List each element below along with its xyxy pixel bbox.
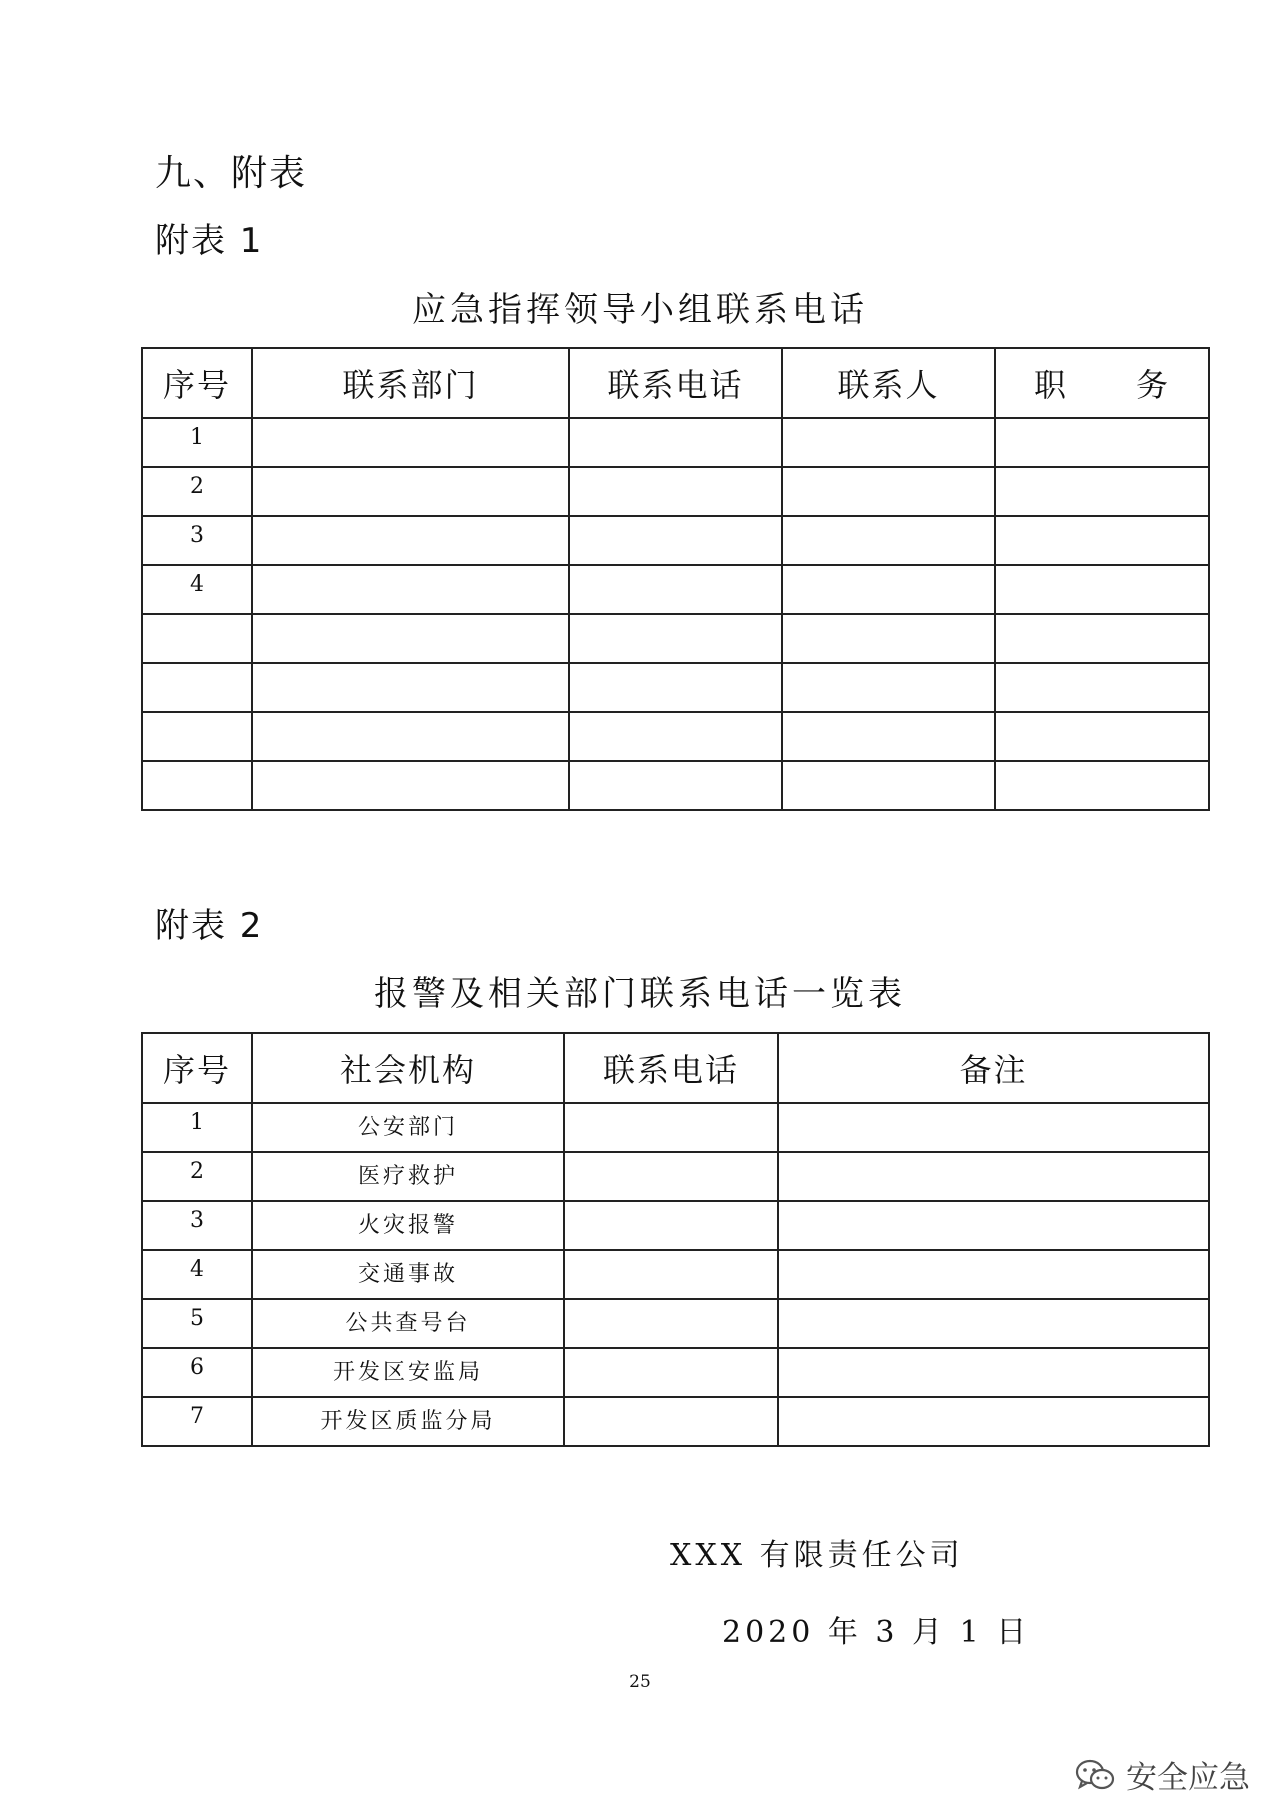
organization-cell: 开发区质监分局 <box>252 1397 564 1446</box>
page-number: 25 <box>629 1672 651 1692</box>
table-header-row <box>142 348 1209 418</box>
watermark <box>1074 1752 1250 1797</box>
table-cell <box>995 761 1209 810</box>
organization-cell: 交通事故 <box>252 1250 564 1299</box>
attachment-1-label: 附表 1 <box>155 221 264 261</box>
table-cell: 7 <box>142 1397 252 1446</box>
organization-cell: 公共查号台 <box>252 1299 564 1348</box>
table-cell <box>569 614 782 663</box>
table-cell: 6 <box>142 1348 252 1397</box>
table-cell <box>142 614 252 663</box>
table-row <box>142 418 1209 467</box>
header-cell: 联系电话 <box>569 348 782 418</box>
table-cell <box>569 467 782 516</box>
table-cell <box>782 467 995 516</box>
contact-table-emergency <box>141 1032 1210 1447</box>
section-title: 九、附表 <box>155 153 308 194</box>
table-cell: 1 <box>142 1103 252 1152</box>
organization-cell: 开发区安监局 <box>252 1348 564 1397</box>
table-cell: 2 <box>142 1152 252 1201</box>
header-cell: 职 务 <box>995 348 1209 418</box>
table-cell: 3 <box>142 516 252 565</box>
table-cell <box>252 565 569 614</box>
table-cell <box>778 1348 1209 1397</box>
table-cell <box>778 1103 1209 1152</box>
watermark-text: 安全应急 <box>1126 1760 1250 1796</box>
table-cell <box>995 565 1209 614</box>
table-cell <box>564 1201 778 1250</box>
table-cell <box>564 1103 778 1152</box>
organization-cell: 公安部门 <box>252 1103 564 1152</box>
table-cell <box>782 712 995 761</box>
table-row <box>142 1103 1209 1152</box>
table-cell <box>569 663 782 712</box>
table-cell <box>569 712 782 761</box>
wechat-icon <box>1074 1758 1116 1792</box>
table-cell <box>142 712 252 761</box>
table-cell <box>995 467 1209 516</box>
table-2-title: 报警及相关部门联系电话一览表 <box>374 974 906 1014</box>
table-header-row <box>142 1033 1209 1103</box>
header-cell: 联系电话 <box>564 1033 778 1103</box>
table-cell <box>252 712 569 761</box>
table-cell <box>995 516 1209 565</box>
table-cell <box>569 516 782 565</box>
table-row <box>142 467 1209 516</box>
table-cell <box>564 1152 778 1201</box>
table-cell: 1 <box>142 418 252 467</box>
table-row <box>142 1397 1209 1446</box>
table-cell <box>569 418 782 467</box>
table-row <box>142 1348 1209 1397</box>
table-cell <box>252 418 569 467</box>
table-cell <box>142 761 252 810</box>
header-cell: 序号 <box>142 348 252 418</box>
table-row <box>142 614 1209 663</box>
table-cell <box>564 1348 778 1397</box>
table-cell <box>778 1201 1209 1250</box>
table-cell <box>252 516 569 565</box>
table-cell <box>252 614 569 663</box>
header-cell: 序号 <box>142 1033 252 1103</box>
table-cell <box>995 663 1209 712</box>
table-row <box>142 712 1209 761</box>
table-cell <box>778 1397 1209 1446</box>
header-cell: 备注 <box>778 1033 1209 1103</box>
table-cell <box>778 1250 1209 1299</box>
table-cell: 4 <box>142 565 252 614</box>
header-cell: 联系人 <box>782 348 995 418</box>
company-signature: XXX 有限责任公司 <box>670 1538 964 1573</box>
table-row <box>142 565 1209 614</box>
table-cell <box>995 712 1209 761</box>
table-row <box>142 1152 1209 1201</box>
table-cell <box>564 1397 778 1446</box>
header-cell: 联系部门 <box>252 348 569 418</box>
table-cell <box>782 761 995 810</box>
table-row <box>142 663 1209 712</box>
header-cell: 社会机构 <box>252 1033 564 1103</box>
table-cell <box>782 418 995 467</box>
attachment-2-label: 附表 2 <box>155 906 264 946</box>
table-cell <box>564 1299 778 1348</box>
table-cell <box>995 614 1209 663</box>
table-cell <box>564 1250 778 1299</box>
table-row <box>142 1250 1209 1299</box>
table-row <box>142 1299 1209 1348</box>
table-cell: 2 <box>142 467 252 516</box>
table-cell <box>569 565 782 614</box>
table-cell <box>778 1152 1209 1201</box>
table-cell <box>782 614 995 663</box>
table-cell: 3 <box>142 1201 252 1250</box>
table-cell <box>995 418 1209 467</box>
table-cell <box>782 516 995 565</box>
table-row <box>142 761 1209 810</box>
organization-cell: 医疗救护 <box>252 1152 564 1201</box>
table-row <box>142 1201 1209 1250</box>
organization-cell: 火灾报警 <box>252 1201 564 1250</box>
table-cell <box>252 663 569 712</box>
table-cell <box>252 761 569 810</box>
table-cell: 4 <box>142 1250 252 1299</box>
table-cell <box>252 467 569 516</box>
table-cell <box>778 1299 1209 1348</box>
signature-date: 2020 年 3 月 1 日 <box>722 1615 1031 1650</box>
table-1-title: 应急指挥领导小组联系电话 <box>412 290 868 330</box>
table-cell <box>142 663 252 712</box>
table-cell <box>782 663 995 712</box>
contact-table-leadership <box>141 347 1210 811</box>
table-cell <box>782 565 995 614</box>
table-row <box>142 516 1209 565</box>
table-cell: 5 <box>142 1299 252 1348</box>
table-cell <box>569 761 782 810</box>
